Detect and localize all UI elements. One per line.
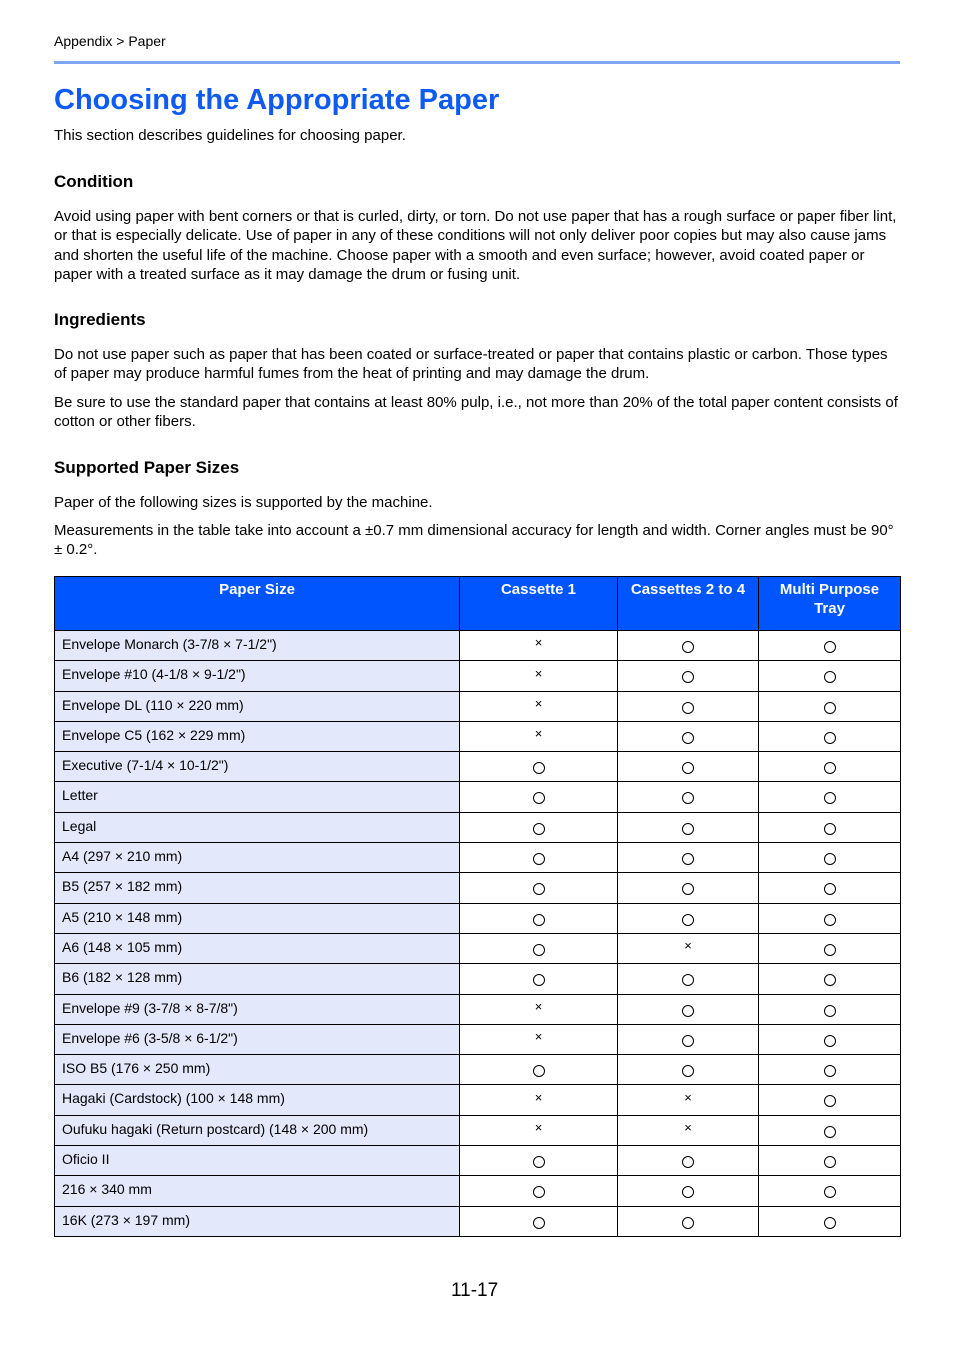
supported-mark-icon — [533, 1217, 545, 1229]
page-number: 11-17 — [451, 1280, 499, 1301]
supported-mark-icon — [824, 823, 836, 835]
support-cell-mp — [759, 1115, 901, 1145]
support-cell-mp — [759, 782, 901, 812]
support-cell-c1 — [460, 1055, 618, 1085]
support-cell-c2 — [618, 631, 759, 661]
unsupported-mark-icon: × — [534, 635, 543, 651]
paper-size-cell: 216 × 340 mm — [55, 1176, 460, 1206]
unsupported-mark-icon: × — [534, 726, 543, 742]
support-cell-c2 — [618, 994, 759, 1024]
supported-mark-icon — [682, 914, 694, 926]
supported-mark-icon — [824, 702, 836, 714]
paper-size-cell: Envelope #9 (3-7/8 × 8-7/8") — [55, 994, 460, 1024]
supported-mark-icon — [682, 1065, 694, 1077]
support-cell-c1 — [460, 752, 618, 782]
support-cell-c2 — [618, 1176, 759, 1206]
supported-mark-icon — [824, 671, 836, 683]
supported-mark-icon — [824, 853, 836, 865]
support-cell-c2 — [618, 721, 759, 751]
ingredients-heading: Ingredients — [54, 310, 146, 329]
header-divider — [54, 61, 900, 64]
supported-mark-icon — [682, 1005, 694, 1017]
unsupported-mark-icon: × — [534, 999, 543, 1014]
table-row — [55, 631, 901, 661]
unsupported-mark-icon: × — [534, 1089, 543, 1105]
support-cell-c2 — [618, 903, 759, 933]
table-row — [55, 994, 901, 1024]
supported-mark-icon — [824, 762, 836, 774]
supported-mark-icon — [533, 792, 545, 804]
support-cell-mp — [759, 1024, 901, 1054]
table-row — [55, 721, 901, 751]
unsupported-mark-icon: × — [684, 1089, 692, 1105]
support-cell-c2 — [618, 1024, 759, 1054]
table-row — [55, 1146, 901, 1176]
support-cell-mp — [759, 661, 901, 691]
supported-mark-icon — [682, 762, 694, 774]
support-cell-c2 — [618, 1085, 759, 1115]
supported-mark-icon — [824, 1005, 836, 1017]
paper-size-cell: Legal — [55, 812, 460, 842]
intro-text: This section describes guidelines for choosing paper. — [54, 127, 406, 144]
table-row — [55, 843, 901, 873]
paper-size-table — [54, 576, 901, 1237]
unsupported-mark-icon: × — [534, 665, 543, 681]
header-cassette-1: Cassette 1 — [460, 577, 618, 631]
table-row — [55, 1176, 901, 1206]
supported-mark-icon — [824, 1126, 836, 1138]
support-cell-c1 — [460, 1206, 618, 1236]
supported-mark-icon — [533, 853, 545, 865]
support-cell-mp — [759, 631, 901, 661]
table-row — [55, 903, 901, 933]
supported-mark-icon — [533, 1186, 545, 1198]
support-cell-c2 — [618, 691, 759, 721]
breadcrumb: Appendix > Paper — [54, 33, 166, 49]
support-cell-mp — [759, 1146, 901, 1176]
condition-text: Avoid using paper with bent corners or that is curled, dirty, or torn. Do not use paper that has a rough surface or paper fiber lint, or that is especially delicate. Use of paper in any of these conditions will not only deliver poor copies but may also cause jams and shorten the useful life of the machine. Choose paper with a smooth and even surface; however, avoid coated paper or paper with a treated surface as it may damage the drum or fusing unit. — [54, 208, 897, 283]
supported-mark-icon — [824, 1217, 836, 1229]
support-cell-c2 — [618, 1146, 759, 1176]
paper-size-cell: A6 (148 × 105 mm) — [55, 933, 460, 963]
support-cell-mp — [759, 1085, 901, 1115]
supported-mark-icon — [824, 944, 836, 956]
supported-mark-icon — [682, 1035, 694, 1047]
support-cell-c1 — [460, 1085, 618, 1115]
supported-mark-icon — [533, 823, 545, 835]
support-cell-c1 — [460, 721, 618, 751]
table-row — [55, 873, 901, 903]
supported-mark-icon — [824, 732, 836, 744]
supported-mark-icon — [682, 853, 694, 865]
supported-mark-icon — [533, 914, 545, 926]
supported-mark-icon — [533, 974, 545, 986]
unsupported-mark-icon: × — [684, 938, 692, 954]
support-cell-c2 — [618, 812, 759, 842]
table-row — [55, 1085, 901, 1115]
table-body — [55, 631, 901, 1237]
paper-size-cell: Envelope Monarch (3-7/8 × 7-1/2") — [55, 631, 460, 661]
supported-mark-icon — [682, 1156, 694, 1168]
supported-mark-icon — [682, 1217, 694, 1229]
table-row — [55, 661, 901, 691]
supported-mark-icon — [533, 1065, 545, 1077]
paper-size-cell: Envelope #6 (3-5/8 × 6-1/2") — [55, 1024, 460, 1054]
supported-mark-icon — [533, 1156, 545, 1168]
supported-mark-icon — [824, 1156, 836, 1168]
support-cell-mp — [759, 721, 901, 751]
support-cell-mp — [759, 964, 901, 994]
support-cell-mp — [759, 1055, 901, 1085]
header-multi-purpose-tray: Multi Purpose Tray — [759, 577, 901, 631]
header-paper-size: Paper Size — [55, 577, 460, 631]
unsupported-mark-icon: × — [684, 1120, 692, 1136]
support-cell-mp — [759, 1176, 901, 1206]
table-row — [55, 782, 901, 812]
support-cell-c2 — [618, 843, 759, 873]
paper-size-cell: B6 (182 × 128 mm) — [55, 964, 460, 994]
paper-size-cell: Envelope DL (110 × 220 mm) — [55, 691, 460, 721]
header-cassettes-2-to-4: Cassettes 2 to 4 — [618, 577, 759, 631]
table-row — [55, 1024, 901, 1054]
support-cell-c2 — [618, 873, 759, 903]
support-cell-c1 — [460, 631, 618, 661]
supported-mark-icon — [682, 671, 694, 683]
table-row — [55, 752, 901, 782]
support-cell-c2 — [618, 1206, 759, 1236]
support-cell-c2 — [618, 1115, 759, 1145]
table-row — [55, 1055, 901, 1085]
supported-mark-icon — [682, 823, 694, 835]
condition-heading: Condition — [54, 172, 134, 191]
supported-sizes-text-1: Paper of the following sizes is supported by the machine. — [54, 494, 433, 511]
support-cell-c1 — [460, 1176, 618, 1206]
table-row — [55, 964, 901, 994]
paper-size-cell: 16K (273 × 197 mm) — [55, 1206, 460, 1236]
support-cell-mp — [759, 691, 901, 721]
supported-mark-icon — [533, 883, 545, 895]
ingredients-text-1: Do not use paper such as paper that has been coated or surface-treated or paper that contains plastic or carbon. Those types of paper may produce harmful fumes from the heat of printing and may damage the drum. — [54, 346, 888, 383]
support-cell-c2 — [618, 933, 759, 963]
support-cell-c2 — [618, 964, 759, 994]
supported-mark-icon — [682, 974, 694, 986]
supported-mark-icon — [824, 1065, 836, 1077]
page-title: Choosing the Appropriate Paper — [54, 84, 500, 116]
table-row — [55, 1115, 901, 1145]
supported-mark-icon — [682, 1186, 694, 1198]
support-cell-mp — [759, 873, 901, 903]
table-row — [55, 933, 901, 963]
support-cell-c1 — [460, 1146, 618, 1176]
supported-mark-icon — [682, 732, 694, 744]
supported-mark-icon — [682, 702, 694, 714]
support-cell-mp — [759, 752, 901, 782]
support-cell-mp — [759, 843, 901, 873]
supported-mark-icon — [824, 883, 836, 895]
table-row — [55, 1206, 901, 1236]
supported-mark-icon — [682, 883, 694, 895]
support-cell-c2 — [618, 661, 759, 691]
supported-mark-icon — [824, 914, 836, 926]
supported-mark-icon — [824, 1186, 836, 1198]
supported-mark-icon — [824, 1035, 836, 1047]
paper-size-cell: ISO B5 (176 × 250 mm) — [55, 1055, 460, 1085]
support-cell-mp — [759, 903, 901, 933]
unsupported-mark-icon: × — [534, 1120, 543, 1136]
paper-size-cell: Oficio II — [55, 1146, 460, 1176]
support-cell-mp — [759, 994, 901, 1024]
table-row — [55, 691, 901, 721]
paper-size-cell: Letter — [55, 782, 460, 812]
support-cell-c1 — [460, 691, 618, 721]
supported-mark-icon — [682, 641, 694, 653]
support-cell-mp — [759, 933, 901, 963]
support-cell-mp — [759, 1206, 901, 1236]
support-cell-c2 — [618, 752, 759, 782]
support-cell-c1 — [460, 1024, 618, 1054]
supported-mark-icon — [533, 762, 545, 774]
paper-size-cell: Hagaki (Cardstock) (100 × 148 mm) — [55, 1085, 460, 1115]
table-row — [55, 812, 901, 842]
supported-mark-icon — [824, 641, 836, 653]
supported-sizes-heading: Supported Paper Sizes — [54, 458, 240, 477]
supported-mark-icon — [824, 1095, 836, 1107]
paper-size-cell: Envelope #10 (4-1/8 × 9-1/2") — [55, 661, 460, 691]
support-cell-c1 — [460, 1115, 618, 1145]
ingredients-text-2: Be sure to use the standard paper that contains at least 80% pulp, i.e., not more than 20% of the total paper content consists of cotton or other fibers. — [54, 394, 898, 431]
support-cell-c2 — [618, 782, 759, 812]
support-cell-c1 — [460, 843, 618, 873]
support-cell-c1 — [460, 661, 618, 691]
unsupported-mark-icon: × — [534, 1029, 543, 1045]
supported-mark-icon — [824, 974, 836, 986]
support-cell-c1 — [460, 933, 618, 963]
paper-size-cell: Executive (7-1/4 × 10-1/2") — [55, 752, 460, 782]
support-cell-c1 — [460, 903, 618, 933]
support-cell-c1 — [460, 782, 618, 812]
paper-size-cell: A4 (297 × 210 mm) — [55, 843, 460, 873]
support-cell-c1 — [460, 812, 618, 842]
supported-sizes-text-2: Measurements in the table take into account a ±0.7 mm dimensional accuracy for length and width. Corner angles must be 90° ± 0.2°. — [54, 522, 894, 559]
support-cell-c1 — [460, 964, 618, 994]
paper-size-cell: B5 (257 × 182 mm) — [55, 873, 460, 903]
table-header-row — [55, 577, 901, 631]
support-cell-mp — [759, 812, 901, 842]
paper-size-cell: Envelope C5 (162 × 229 mm) — [55, 721, 460, 751]
paper-size-cell: A5 (210 × 148 mm) — [55, 903, 460, 933]
support-cell-c1 — [460, 873, 618, 903]
paper-size-cell: Oufuku hagaki (Return postcard) (148 × 200 mm) — [55, 1115, 460, 1145]
supported-mark-icon — [682, 792, 694, 804]
unsupported-mark-icon: × — [534, 696, 543, 712]
supported-mark-icon — [533, 944, 545, 956]
support-cell-c1 — [460, 994, 618, 1024]
supported-mark-icon — [824, 792, 836, 804]
support-cell-c2 — [618, 1055, 759, 1085]
